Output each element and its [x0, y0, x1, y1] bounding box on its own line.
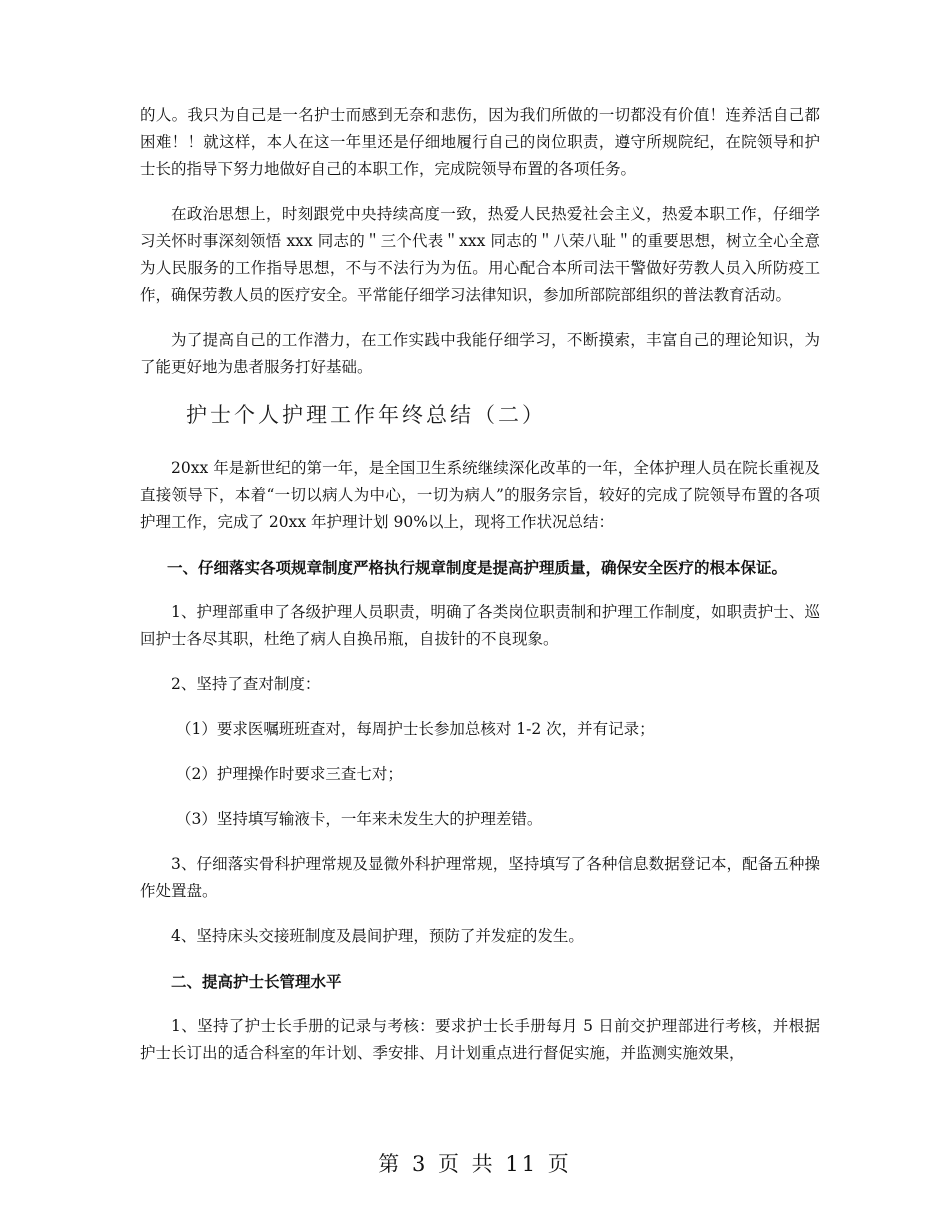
paragraph-management-item-1: 1、坚持了护士长手册的记录与考核：要求护士长手册每月 5 日前交护理部进行考核，并根据护士长订出的适合科室的年计划、季安排、月计划重点进行督促实施，并监测实施效果，	[140, 1017, 820, 1062]
paragraph-subitem-2: （2）护理操作时要求三查七对；	[176, 765, 403, 783]
paragraph-item-3: 3、仔细落实骨科护理常规及显微外科护理常规，坚持填写了各种信息数据登记本，配备五种操作处置盘。	[140, 855, 820, 900]
paragraph-subitem-3: （3）坚持填写输液卡，一年来未发生大的护理差错。	[176, 810, 543, 828]
subheading-management: 二、提高护士长管理水平	[171, 972, 342, 991]
paragraph-work-potential: 为了提高自己的工作潜力，在工作实践中我能仔细学习，不断摸索，丰富自己的理论知识，为了能更好地为患者服务打好基础。	[140, 331, 820, 376]
paragraph-item-1: 1、护理部重申了各级护理人员职责，明确了各类岗位职责制和护理工作制度，如职责护士、巡回护士各尽其职，杜绝了病人自换吊瓶，自拔针的不良现象。	[140, 603, 820, 648]
paragraph-intro-continued: 的人。我只为自己是一名护士而感到无奈和悲伤，因为我们所做的一切都没有价值！连养活自己都困难！！就这样，本人在这一年里还是仔细地履行自己的岗位职责，遵守所规院纪，在院领导和护士长的指导下努力地做好自己的本职工作，完成院领导布置的各项任务。	[140, 106, 820, 178]
section-title: 护士个人护理工作年终总结（二）	[186, 403, 546, 427]
paragraph-item-4: 4、坚持床头交接班制度及晨间护理，预防了并发症的发生。	[171, 927, 584, 945]
paragraph-political-thought: 在政治思想上，时刻跟党中央持续高度一致，热爱人民热爱社会主义，热爱本职工作，仔细学习关怀时事深刻领悟 xxx 同志的＂三个代表＂xxx 同志的＂八荣八耻＂的重要思想，树立全心全意为人民服务的工作指导思想，不与不法行为为伍。用心配合本所司法干警做好劳教人员入所防疫工作，确保劳教人员的医疗安全。平常能仔细学习法律知识，参加所部院部组织的普法教育活动。	[140, 205, 820, 304]
paragraph-item-2: 2、坚持了查对制度：	[171, 675, 321, 693]
paragraph-year-overview: 20xx 年是新世纪的第一年，是全国卫生系统继续深化改革的一年，全体护理人员在院长重视及直接领导下，本着“一切以病人为中心，一切为病人”的服务宗旨，较好的完成了院领导布置的各项护理工作，完成了 20xx 年护理计划 90%以上，现将工作状况总结：	[140, 459, 820, 531]
subheading-rules: 一、仔细落实各项规章制度严格执行规章制度是提高护理质量，确保安全医疗的根本保证。	[167, 558, 788, 577]
document-body	[140, 102, 820, 1085]
page-number-footer: 第 3 页 共 11 页	[378, 1152, 572, 1176]
paragraph-subitem-1: （1）要求医嘱班班查对，每周护士长参加总核对 1-2 次，并有记录；	[176, 720, 655, 738]
